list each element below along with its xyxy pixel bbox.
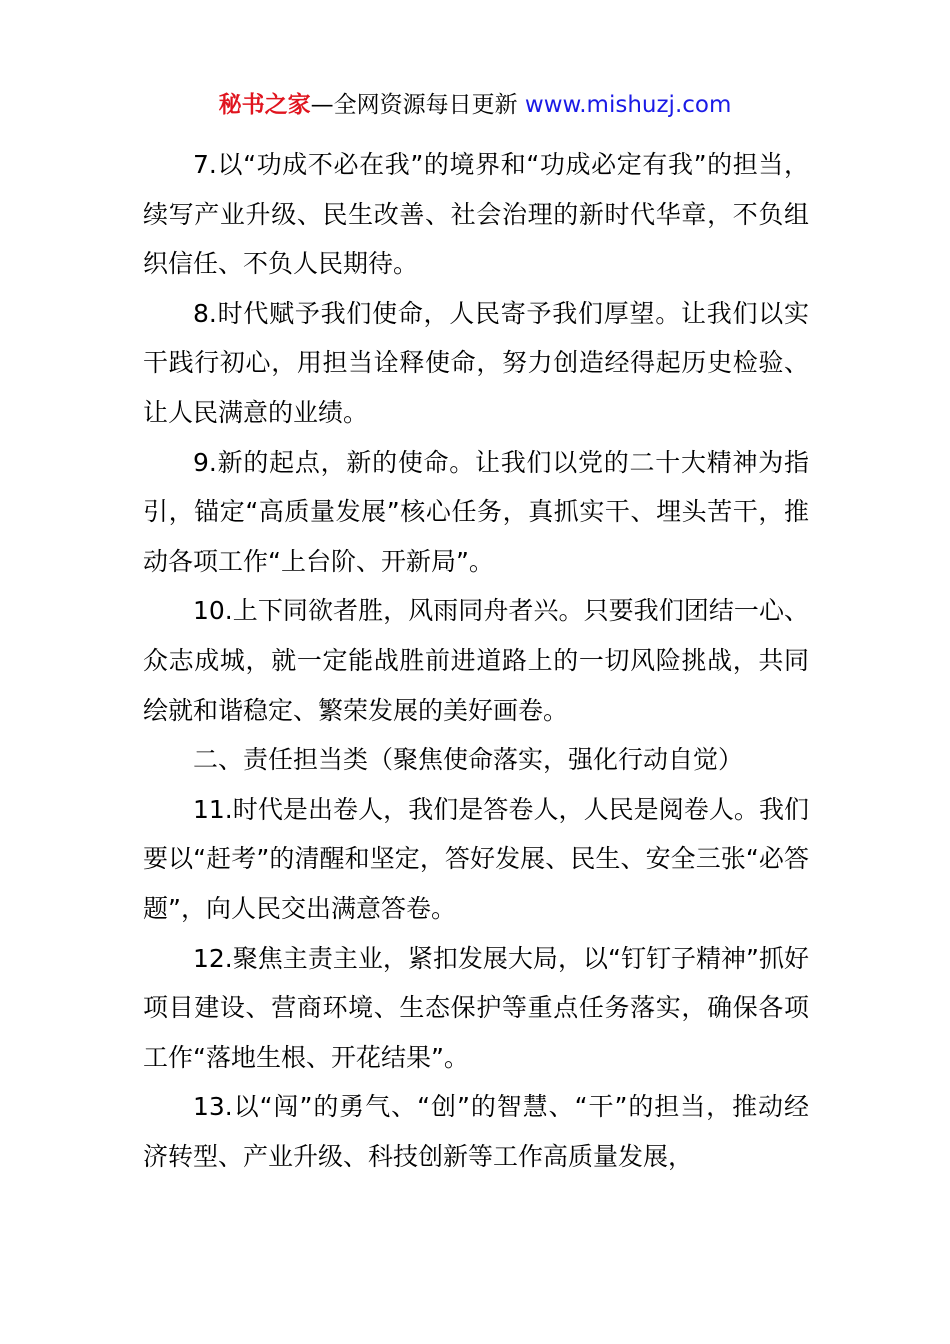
paragraph-13: 13.以“闯”的勇气、“创”的智慧、“干”的担当，推动经济转型、产业升级、科技创新等工作高质量发展， — [143, 1092, 809, 1171]
site-header — [0, 88, 950, 122]
document-body — [143, 140, 809, 1181]
site-tagline: —全网资源每日更新 — [310, 92, 525, 118]
paragraph-7: 7.以“功成不必在我”的境界和“功成必定有我”的担当，续写产业升级、民生改善、社会治理的新时代华章，不负组织信任、不负人民期待。 — [143, 150, 809, 279]
paragraph-9: 9.新的起点，新的使命。让我们以党的二十大精神为指引，锚定“高质量发展”核心任务，真抓实干、埋头苦干，推动各项工作“上台阶、开新局”。 — [143, 447, 809, 576]
paragraph-10: 10.上下同欲者胜，风雨同舟者兴。只要我们团结一心、众志成城，就一定能战胜前进道路上的一切风险挑战，共同绘就和谐稳定、繁荣发展的美好画卷。 — [143, 596, 809, 725]
paragraph-8: 8.时代赋予我们使命，人民寄予我们厚望。让我们以实干践行初心，用担当诠释使命，努力创造经得起历史检验、让人民满意的业绩。 — [143, 298, 809, 427]
section-heading: 二、责任担当类（聚焦使命落实，强化行动自觉） — [193, 745, 744, 775]
paragraph-12: 12.聚焦主责主业，紧扣发展大局，以“钉钉子精神”抓好项目建设、营商环境、生态保护等重点任务落实，确保各项工作“落地生根、开花结果”。 — [143, 943, 809, 1072]
site-url-link[interactable]: www.mishuzj.com — [524, 92, 732, 118]
paragraph-11: 11.时代是出卷人，我们是答卷人，人民是阅卷人。我们要以“赶考”的清醒和坚定，答好发展、民生、安全三张“必答题”，向人民交出满意答卷。 — [143, 794, 809, 923]
site-brand: 秘书之家 — [218, 92, 311, 118]
